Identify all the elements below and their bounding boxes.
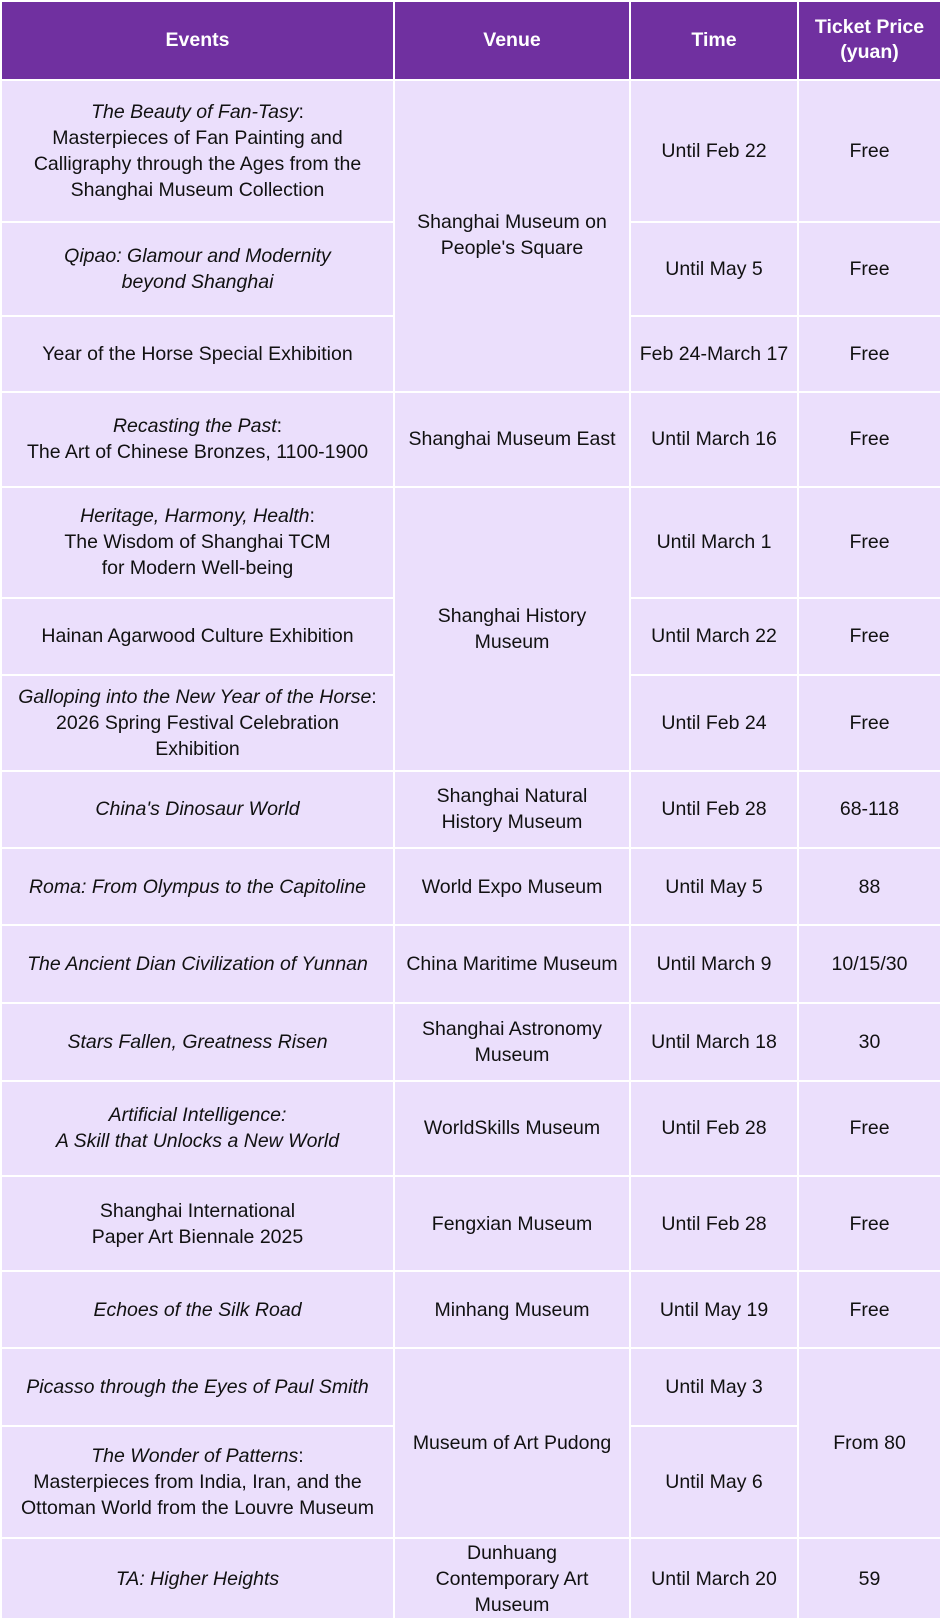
venue-line: Contemporary Art [435, 1567, 589, 1590]
title-separator: : [298, 100, 304, 123]
event-cell: China's Dinosaur World [1, 771, 394, 849]
table-row [1, 487, 940, 598]
time-cell: Until March 22 [630, 598, 798, 675]
event-title: Recasting the Past [112, 415, 277, 438]
venue-line: History Museum [441, 811, 583, 834]
venue-cell [394, 771, 630, 849]
event-cell [1, 222, 394, 316]
event-title-line: Artificial Intelligence: [108, 1104, 287, 1127]
header-row [1, 1, 940, 80]
event-title-line: Qipao: Glamour and Modernity [64, 245, 331, 268]
header-ticket-price [798, 1, 940, 80]
venue-cell: Shanghai Museum East [394, 392, 630, 487]
venue-cell [394, 487, 630, 771]
price-cell: From 80 [798, 1348, 940, 1538]
table-row [1, 1348, 940, 1426]
price-cell: Free [798, 316, 940, 392]
table-row [1, 1003, 940, 1081]
price-cell: 10/15/30 [798, 925, 940, 1003]
venue-line: Museum [474, 630, 550, 653]
table-row [1, 80, 940, 222]
time-cell: Until May 3 [630, 1348, 798, 1426]
title-separator: : [276, 415, 283, 438]
event-cell [1, 80, 394, 222]
event-subtitle-line: Ottoman World from the Louvre Museum [21, 1497, 374, 1520]
venue-line: Shanghai Natural [436, 785, 588, 808]
time-cell: Until Feb 22 [630, 80, 798, 222]
event-subtitle-line: The Wisdom of Shanghai TCM [64, 531, 331, 554]
event-line: Shanghai International [99, 1199, 296, 1222]
event-subtitle-line: 2026 Spring Festival Celebration [56, 711, 339, 734]
event-title: The Beauty of Fan-Tasy [91, 100, 299, 123]
header-price-line: Ticket Price [814, 16, 925, 39]
event-subtitle-line: Masterpieces from India, Iran, and the [33, 1471, 362, 1494]
time-cell: Until March 1 [630, 487, 798, 598]
table-row [1, 771, 940, 849]
time-cell: Until March 9 [630, 925, 798, 1003]
time-cell: Until March 16 [630, 392, 798, 487]
table-row [1, 1081, 940, 1176]
venue-cell: World Expo Museum [394, 848, 630, 925]
event-cell: The Ancient Dian Civilization of Yunnan [1, 925, 394, 1003]
price-cell: Free [798, 1081, 940, 1176]
price-cell: Free [798, 80, 940, 222]
venue-cell [394, 80, 630, 392]
event-title: Heritage, Harmony, Health [80, 505, 310, 528]
event-cell: Year of the Horse Special Exhibition [1, 316, 394, 392]
price-cell: Free [798, 1271, 940, 1348]
venue-cell: Minhang Museum [394, 1271, 630, 1348]
header-time: Time [630, 1, 798, 80]
venue-line: Museum [474, 1593, 550, 1616]
title-separator: : [309, 505, 315, 528]
venue-line: Shanghai Astronomy [422, 1017, 602, 1040]
event-cell [1, 487, 394, 598]
venue-cell: China Maritime Museum [394, 925, 630, 1003]
event-cell [1, 392, 394, 487]
event-cell: Hainan Agarwood Culture Exhibition [1, 598, 394, 675]
time-cell: Until Feb 24 [630, 675, 798, 771]
table-row [1, 392, 940, 487]
venue-cell: Museum of Art Pudong [394, 1348, 630, 1538]
table-row [1, 848, 940, 925]
header-events: Events [1, 1, 394, 80]
time-cell: Until Feb 28 [630, 771, 798, 849]
price-cell: 88 [798, 848, 940, 925]
price-cell: Free [798, 675, 940, 771]
time-cell: Until May 5 [630, 222, 798, 316]
venue-line: Shanghai Museum on [417, 210, 607, 233]
price-cell: Free [798, 222, 940, 316]
time-cell: Feb 24-March 17 [630, 316, 798, 392]
table-row [1, 1176, 940, 1272]
event-cell: Echoes of the Silk Road [1, 1271, 394, 1348]
event-title: Galloping into the New Year of the Horse [18, 685, 372, 708]
time-cell: Until March 20 [630, 1538, 798, 1619]
event-cell [1, 1426, 394, 1538]
time-cell: Until May 5 [630, 848, 798, 925]
event-cell [1, 1081, 394, 1176]
venue-line: Dunhuang [467, 1541, 557, 1564]
event-title: The Wonder of Patterns [91, 1445, 299, 1468]
table-row [1, 925, 940, 1003]
event-cell: Stars Fallen, Greatness Risen [1, 1003, 394, 1081]
event-cell [1, 1176, 394, 1272]
title-separator: : [371, 685, 377, 708]
header-venue: Venue [394, 1, 630, 80]
price-cell: 30 [798, 1003, 940, 1081]
event-cell: TA: Higher Heights [1, 1538, 394, 1619]
header-price-unit: (yuan) [840, 41, 899, 64]
event-title-line: A Skill that Unlocks a New World [55, 1130, 340, 1153]
event-subtitle-line: for Modern Well-being [101, 557, 294, 580]
price-cell: 68-118 [798, 771, 940, 849]
time-cell: Until Feb 28 [630, 1176, 798, 1272]
venue-line: Shanghai History [437, 604, 587, 627]
table-row [1, 1271, 940, 1348]
price-cell: 59 [798, 1538, 940, 1619]
event-subtitle-line: Exhibition [155, 737, 240, 760]
venue-cell [394, 1538, 630, 1619]
event-cell: Picasso through the Eyes of Paul Smith [1, 1348, 394, 1426]
title-separator: : [298, 1445, 304, 1468]
event-line: Paper Art Biennale 2025 [91, 1225, 304, 1248]
event-subtitle-line: Shanghai Museum Collection [70, 178, 325, 201]
time-cell: Until May 19 [630, 1271, 798, 1348]
time-cell: Until March 18 [630, 1003, 798, 1081]
price-cell: Free [798, 392, 940, 487]
event-subtitle-line: Calligraphy through the Ages from the [33, 152, 362, 175]
price-cell: Free [798, 1176, 940, 1272]
table-row [1, 1538, 940, 1619]
event-cell [1, 675, 394, 771]
event-subtitle-line: The Art of Chinese Bronzes, 1100-1900 [26, 441, 369, 464]
venue-cell: WorldSkills Museum [394, 1081, 630, 1176]
venue-cell [394, 1003, 630, 1081]
price-cell: Free [798, 598, 940, 675]
venue-cell: Fengxian Museum [394, 1176, 630, 1272]
event-title-line: beyond Shanghai [121, 271, 274, 294]
time-cell: Until Feb 28 [630, 1081, 798, 1176]
price-cell: Free [798, 487, 940, 598]
venue-line: People's Square [440, 236, 584, 259]
venue-line: Museum [474, 1043, 550, 1066]
time-cell: Until May 6 [630, 1426, 798, 1538]
event-cell: Roma: From Olympus to the Capitoline [1, 848, 394, 925]
event-subtitle-line: Masterpieces of Fan Painting and [52, 126, 343, 149]
